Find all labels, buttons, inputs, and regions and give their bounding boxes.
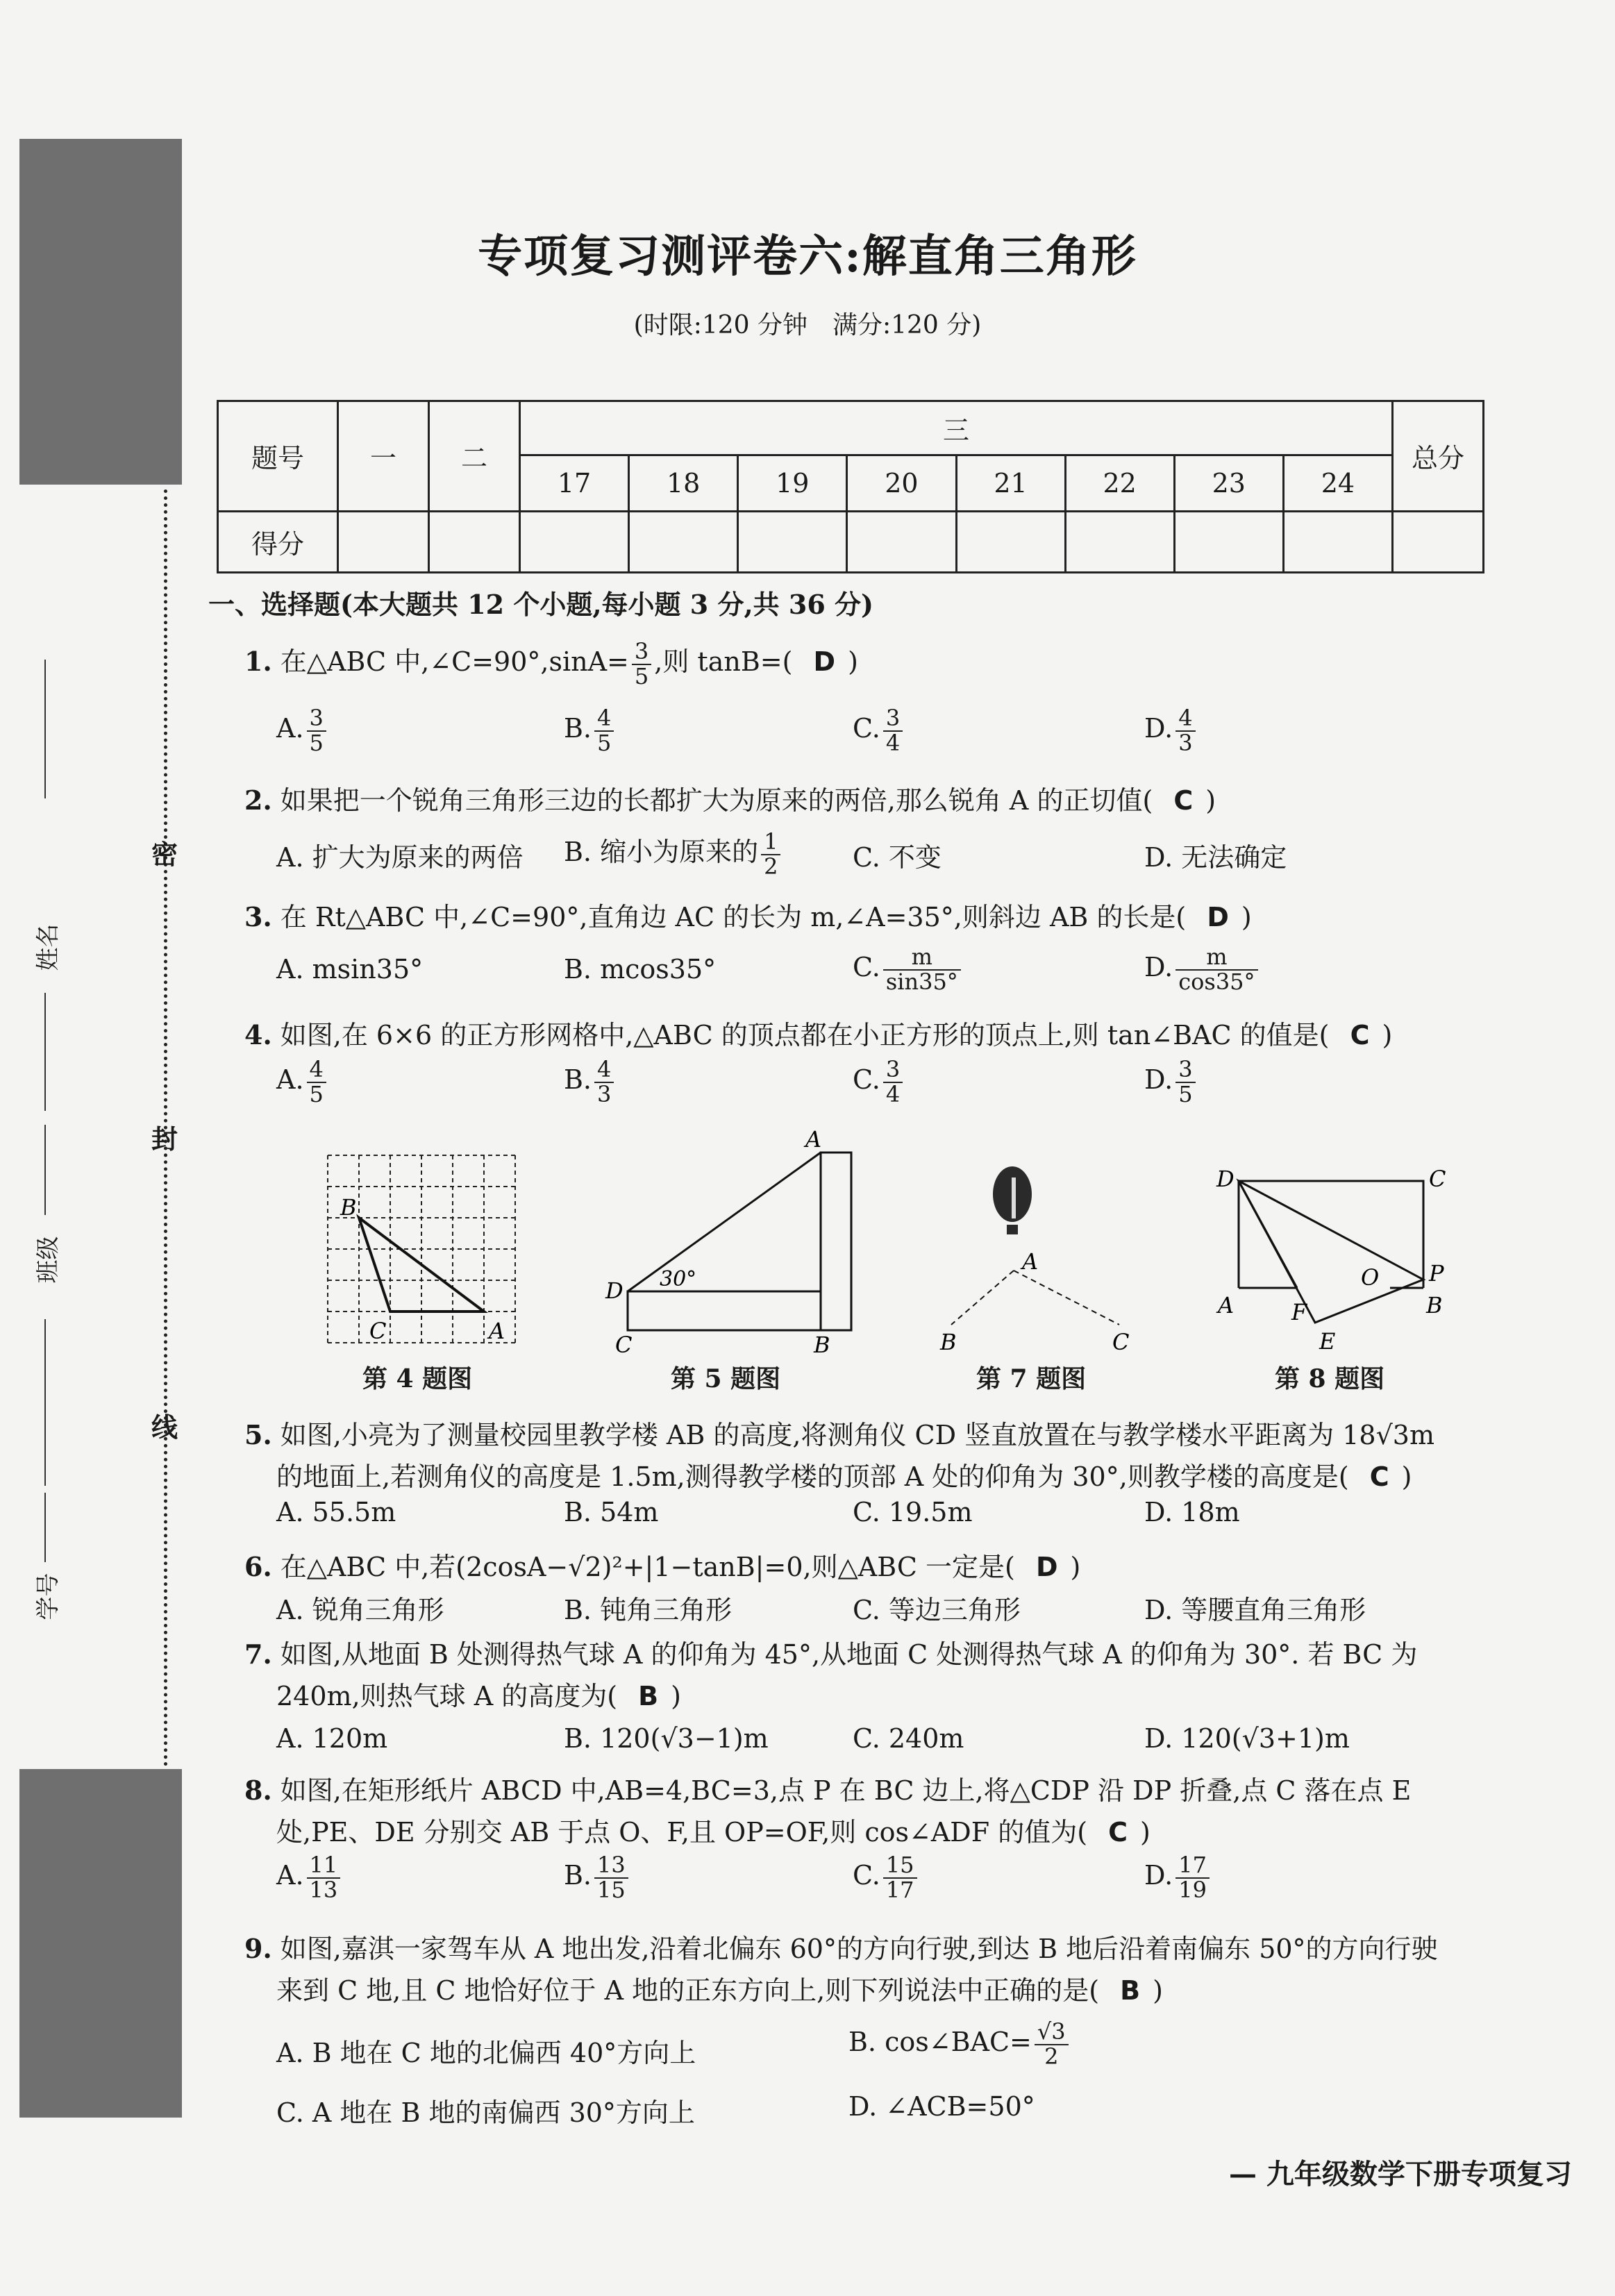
question-1: 1. 在△ABC 中,∠C=90°,sinA= $\frac{3}{5}$ ,则 tanB=( D ) xyxy=(244,638,858,689)
option-d[interactable]: D. $\frac{17}{19}$ xyxy=(1144,1854,1212,1902)
binding-gray-block-bottom xyxy=(19,1769,182,2118)
option-b[interactable]: B. cos∠BAC= $\frac{√3}{2}$ xyxy=(848,2020,1071,2068)
section-3-header: 三 xyxy=(520,401,1393,455)
name-label: 姓名 xyxy=(34,923,62,971)
label-c: C xyxy=(1429,1166,1446,1192)
option-a[interactable]: A. $\frac{4}{5}$ xyxy=(276,1058,329,1106)
option-d[interactable]: D. 无法确定 xyxy=(1144,842,1287,873)
score-cell[interactable] xyxy=(847,511,956,572)
score-cell[interactable] xyxy=(738,511,847,572)
label-a: A xyxy=(1218,1292,1235,1318)
option-d[interactable]: D. $\frac{4}{3}$ xyxy=(1144,707,1198,755)
figure-5-caption: 第 5 题图 xyxy=(671,1364,781,1393)
row-label-score: 得分 xyxy=(218,511,338,572)
question-text: 在△ABC 中,若(2cosA−√2)²+|1−tanB|=0,则△ABC 一定是( xyxy=(280,1552,1015,1582)
option-b[interactable]: B. $\frac{4}{5}$ xyxy=(564,707,617,755)
question-5: 5. 如图,小亮为了测量校园里教学楼 AB 的高度,将测角仪 CD 竖直放置在与教学楼水平距离为 18√3m xyxy=(244,1419,1435,1450)
question-text: 在△ABC 中,∠C=90°,sinA= xyxy=(280,646,629,678)
option-d[interactable]: D. 120(√3+1)m xyxy=(1144,1723,1350,1754)
question-text: 如图,从地面 B 处测得热气球 A 的仰角为 45°,从地面 C 处测得热气球 A 的仰角为 30°. 若 BC 为 xyxy=(280,1639,1418,1670)
figure-4-caption: 第 4 题图 xyxy=(362,1364,473,1393)
sight-line xyxy=(628,1153,821,1291)
section-heading-choice: 一、选择题(本大题共 12 个小题,每小题 3 分,共 36 分) xyxy=(208,589,873,620)
label-b: B xyxy=(340,1194,357,1221)
building-ab xyxy=(821,1153,851,1330)
answer-mark: C xyxy=(1173,785,1194,816)
label-a: A xyxy=(805,1126,822,1153)
option-b[interactable]: B. 54m xyxy=(564,1497,659,1527)
score-cell[interactable] xyxy=(1174,511,1283,572)
option-c[interactable]: C. 240m xyxy=(853,1723,964,1754)
name-write-line-2[interactable] xyxy=(44,993,46,1111)
seal-char-xian: 线 xyxy=(151,1411,178,1443)
option-a[interactable]: A. $\frac{11}{13}$ xyxy=(276,1854,343,1902)
score-cell[interactable] xyxy=(956,511,1065,572)
option-c[interactable]: C. $\frac{15}{17}$ xyxy=(853,1854,920,1902)
question-3: 3. 在 Rt△ABC 中,∠C=90°,直角边 AC 的长为 m,∠A=35°,则斜边 AB 的长是( D ) xyxy=(244,901,1252,932)
question-text: 在 Rt△ABC 中,∠C=90°,直角边 AC 的长为 m,∠A=35°,则斜边 AB 的长是( xyxy=(280,902,1187,932)
option-c[interactable]: C. 19.5m xyxy=(853,1497,973,1527)
instrument-cd xyxy=(628,1291,821,1330)
option-b[interactable]: B. 缩小为原来的 $\frac{1}{2}$ xyxy=(564,830,783,878)
question-text: 如图,在矩形纸片 ABCD 中,AB=4,BC=3,点 P 在 BC 边上,将△CDP 沿 DP 折叠,点 C 落在点 E xyxy=(280,1775,1412,1806)
label-b: B xyxy=(814,1332,830,1354)
question-text: 如图,在 6×6 的正方形网格中,△ABC 的顶点都在小正方形的顶点上,则 tan∠BAC 的值是( xyxy=(280,1020,1330,1050)
option-a[interactable]: A. $\frac{3}{5}$ xyxy=(276,707,329,755)
answer-mark: D xyxy=(1035,1552,1058,1582)
class-label: 班级 xyxy=(34,1236,62,1284)
sub-header: 22 xyxy=(1065,455,1174,511)
option-c[interactable]: C. $\frac{3}{4}$ xyxy=(853,707,905,755)
score-cell[interactable] xyxy=(629,511,738,572)
sub-header: 24 xyxy=(1283,455,1392,511)
label-c: C xyxy=(1112,1329,1130,1354)
option-d[interactable]: D. $\frac{3}{5}$ xyxy=(1144,1058,1198,1106)
page-title: 专项复习测评卷六:解直角三角形 xyxy=(478,231,1137,283)
label-f: F xyxy=(1291,1299,1307,1325)
answer-mark: C xyxy=(1350,1020,1370,1050)
section-1-header: 一 xyxy=(338,401,429,512)
total-header: 总分 xyxy=(1393,401,1484,512)
sub-header: 23 xyxy=(1174,455,1283,511)
question-4: 4. 如图,在 6×6 的正方形网格中,△ABC 的顶点都在小正方形的顶点上,则 tan∠BAC 的值是( C ) xyxy=(244,1019,1393,1050)
id-label: 学号 xyxy=(34,1573,62,1620)
question-text: 如果把一个锐角三角形三边的长都扩大为原来的两倍,那么锐角 A 的正切值( xyxy=(280,785,1153,816)
option-a[interactable]: A. 120m xyxy=(276,1723,388,1754)
figure-4-grid xyxy=(319,1146,528,1354)
line-ac xyxy=(1014,1271,1119,1325)
option-a[interactable]: A. 锐角三角形 xyxy=(276,1595,444,1625)
label-b: B xyxy=(940,1329,957,1354)
name-write-line[interactable] xyxy=(44,660,46,798)
class-write-line[interactable] xyxy=(44,1125,46,1215)
option-b[interactable]: B. $\frac{4}{3}$ xyxy=(564,1058,617,1106)
answer-mark: C xyxy=(1369,1461,1389,1492)
figure-7-caption: 第 7 题图 xyxy=(976,1364,1087,1393)
balloon-basket xyxy=(1007,1225,1018,1234)
score-cell[interactable] xyxy=(1065,511,1174,572)
sub-header: 19 xyxy=(738,455,847,511)
option-c[interactable]: C. 不变 xyxy=(853,842,942,873)
option-d[interactable]: D. $\frac{m}{\cos 35^\circ}$ xyxy=(1144,946,1261,994)
score-cell[interactable] xyxy=(338,511,429,572)
folded-triangle xyxy=(1239,1181,1423,1323)
answer-mark: D xyxy=(1207,902,1229,932)
option-b[interactable]: B. 120(√3−1)m xyxy=(564,1723,769,1754)
class-write-line-2[interactable] xyxy=(44,1319,46,1486)
label-c: C xyxy=(369,1318,387,1344)
sub-header: 17 xyxy=(520,455,629,511)
label-d: D xyxy=(1216,1166,1235,1192)
sub-header: 21 xyxy=(956,455,1065,511)
option-c[interactable]: C. 等边三角形 xyxy=(853,1595,1021,1625)
label-o: O xyxy=(1361,1264,1380,1291)
option-b[interactable]: B. mcos35° xyxy=(564,954,717,984)
question-2: 2. 如果把一个锐角三角形三边的长都扩大为原来的两倍,那么锐角 A 的正切值( C ) xyxy=(244,785,1216,816)
option-b[interactable]: B. $\frac{13}{15}$ xyxy=(564,1854,631,1902)
question-7: 7. 如图,从地面 B 处测得热气球 A 的仰角为 45°,从地面 C 处测得热气球 A 的仰角为 30°. 若 BC 为 xyxy=(244,1639,1418,1670)
question-text: 如图,小亮为了测量校园里教学楼 AB 的高度,将测角仪 CD 竖直放置在与教学楼水平距离为 18√3m xyxy=(280,1420,1435,1450)
option-a[interactable]: A. msin35° xyxy=(276,954,424,984)
option-a[interactable]: A. 55.5m xyxy=(276,1497,396,1527)
question-9-line2: 来到 C 地,且 C 地恰好位于 A 地的正东方向上,则下列说法中正确的是( B ) xyxy=(276,1975,1163,2006)
figure-8-rectangle xyxy=(1208,1156,1472,1357)
question-text: ,则 tanB=( xyxy=(654,646,793,678)
option-c[interactable]: C. $\frac{m}{\sin 35^\circ}$ xyxy=(853,946,964,994)
score-table xyxy=(217,400,1484,573)
label-a: A xyxy=(489,1318,505,1344)
figure-8-caption: 第 8 题图 xyxy=(1275,1364,1385,1393)
score-cell[interactable] xyxy=(1283,511,1392,572)
question-8-line2: 处,PE、DE 分别交 AB 于点 O、F,且 OP=OF,则 cos∠ADF 的值为( C ) xyxy=(276,1817,1150,1847)
question-text: 如图,嘉淇一家驾车从 A 地出发,沿着北偏东 60°的方向行驶,到达 B 地后沿着南偏东 50°的方向行驶 xyxy=(280,1934,1438,1964)
label-e: E xyxy=(1319,1328,1336,1355)
answer-mark: C xyxy=(1108,1817,1128,1847)
score-cell[interactable] xyxy=(429,511,520,572)
label-c: C xyxy=(615,1332,633,1354)
seal-char-mi: 密 xyxy=(151,839,178,870)
section-2-header: 二 xyxy=(429,401,520,512)
answer-mark: B xyxy=(1120,1975,1141,2006)
answer-mark: B xyxy=(638,1681,659,1711)
seal-char-feng: 封 xyxy=(151,1123,178,1155)
row-label-question-no: 题号 xyxy=(218,401,338,512)
option-a[interactable]: A. B 地在 C 地的北偏西 40°方向上 xyxy=(276,2038,696,2068)
option-d[interactable]: D. 18m xyxy=(1144,1497,1240,1527)
question-7-line2: 240m,则热气球 A 的高度为( B ) xyxy=(276,1681,681,1711)
option-b[interactable]: B. 钝角三角形 xyxy=(564,1595,733,1625)
sub-header: 20 xyxy=(847,455,956,511)
option-c[interactable]: C. A 地在 B 地的南偏西 30°方向上 xyxy=(276,2097,695,2128)
answer-mark: D xyxy=(813,646,836,678)
option-d[interactable]: D. ∠ACB=50° xyxy=(848,2091,1035,2122)
question-8: 8. 如图,在矩形纸片 ABCD 中,AB=4,BC=3,点 P 在 BC 边上,将△CDP 沿 DP 折叠,点 C 落在点 E xyxy=(244,1775,1412,1806)
option-c[interactable]: C. $\frac{3}{4}$ xyxy=(853,1058,905,1106)
fraction: $\frac{3}{5}$ xyxy=(632,640,651,688)
id-write-line[interactable] xyxy=(44,1493,46,1562)
label-b: B xyxy=(1426,1292,1443,1318)
label-angle: 30° xyxy=(660,1267,697,1291)
label-a: A xyxy=(1022,1248,1039,1275)
option-d[interactable]: D. 等腰直角三角形 xyxy=(1144,1595,1366,1625)
question-6: 6. 在△ABC 中,若(2cosA−√2)²+|1−tanB|=0,则△ABC 一定是( D ) xyxy=(244,1551,1081,1582)
sub-header: 18 xyxy=(629,455,738,511)
question-9: 9. 如图,嘉淇一家驾车从 A 地出发,沿着北偏东 60°的方向行驶,到达 B 地后沿着南偏东 50°的方向行驶 xyxy=(244,1933,1438,1964)
line-ab xyxy=(951,1271,1014,1325)
footer-book-title: — 九年级数学下册专项复习 xyxy=(1229,2158,1572,2190)
label-d: D xyxy=(605,1277,624,1304)
question-5-line2: 的地面上,若测角仪的高度是 1.5m,测得教学楼的顶部 A 处的仰角为 30°,则教学楼的高度是( C ) xyxy=(276,1461,1412,1492)
option-a[interactable]: A. 扩大为原来的两倍 xyxy=(276,842,524,873)
figure-7-balloon xyxy=(930,1153,1153,1354)
label-p: P xyxy=(1429,1260,1444,1287)
score-cell[interactable] xyxy=(520,511,629,572)
score-cell-total[interactable] xyxy=(1393,511,1484,572)
question-number: 1. xyxy=(244,646,272,678)
page-subtitle: (时限:120 分钟 满分:120 分) xyxy=(633,311,982,340)
figure-5-building xyxy=(597,1125,875,1354)
